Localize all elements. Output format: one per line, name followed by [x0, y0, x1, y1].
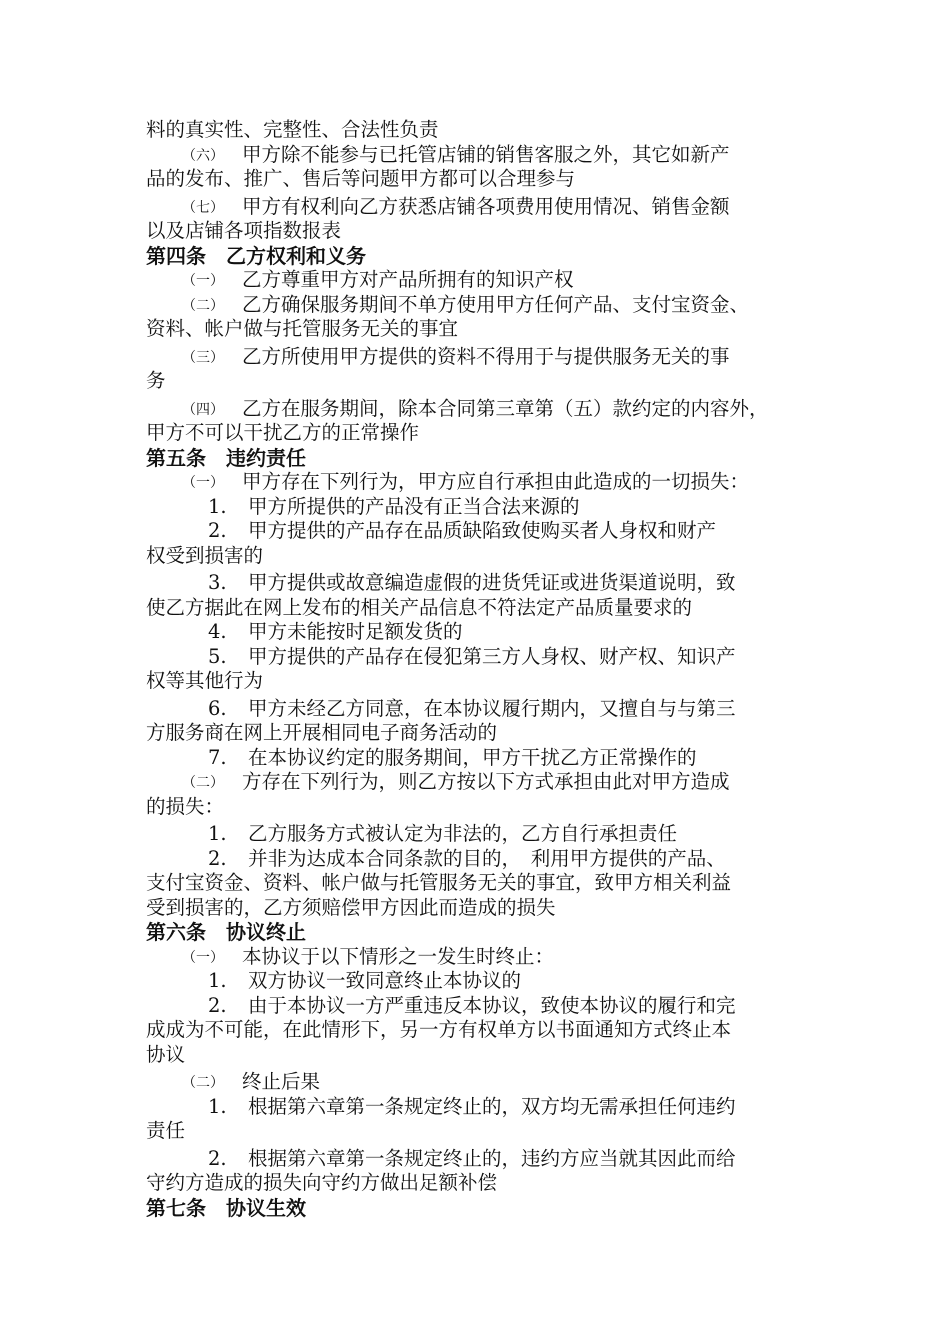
paragraph-line — [146, 1147, 812, 1172]
paragraph-line — [146, 1171, 812, 1196]
line-text: 责任 — [146, 1119, 186, 1142]
item-number: 6. — [208, 696, 227, 720]
line-text: 第五条 违约责任 — [146, 445, 306, 470]
line-text: 乙方在服务期间，除本合同第三章第（五）款约定的内容外， — [242, 396, 769, 420]
line-text: 方服务商在网上开展相同电子商务活动的 — [146, 721, 498, 744]
line-text: 甲方所提供的产品没有正当合法来源的 — [248, 494, 580, 518]
paragraph-line — [146, 571, 812, 596]
clause-number: （一） — [182, 475, 224, 491]
clause-number: （七） — [182, 199, 224, 216]
line-text: 支付宝资金、资料、帐户做与托管服务无关的事宜，致甲方相关利益 — [146, 871, 732, 894]
paragraph-line — [146, 822, 812, 847]
line-text: 甲方提供的产品存在侵犯第三方人身权、财产权、知识产 — [248, 644, 736, 668]
section-heading — [146, 244, 812, 269]
item-number: 2. — [208, 1146, 227, 1170]
line-text: 第六条 协议终止 — [146, 920, 306, 944]
paragraph-line — [146, 143, 812, 168]
paragraph-line — [146, 118, 812, 143]
line-text: 甲方未能按时足额发货的 — [248, 620, 463, 643]
paragraph-line — [146, 721, 812, 746]
section-heading — [146, 1196, 812, 1221]
clause-number: （二） — [182, 297, 224, 314]
line-text: 甲方未经乙方同意，在本协议履行期内，又擅自与与第三 — [248, 696, 736, 720]
line-text: 终止后果 — [242, 1070, 321, 1093]
paragraph-line — [146, 369, 812, 394]
paragraph-line — [146, 495, 812, 520]
item-number: 2. — [208, 519, 227, 542]
paragraph-line — [146, 770, 812, 795]
clause-number: （六） — [182, 147, 224, 164]
paragraph-line — [146, 969, 812, 994]
line-text: 品的发布、推广、售后等问题甲方都可以合理参与 — [146, 167, 576, 190]
clause-number: （三） — [182, 349, 224, 366]
line-text: 乙方服务方式被认定为非法的，乙方自行承担责任 — [248, 822, 678, 845]
line-text: 务 — [146, 369, 166, 392]
clause-number: （二） — [182, 775, 224, 791]
paragraph-line — [146, 195, 812, 220]
line-text: 使乙方据此在网上发布的相关产品信息不符法定产品质量要求的 — [146, 595, 693, 619]
line-text: 根据第六章第一条规定终止的，双方均无需承担任何违约 — [248, 1094, 736, 1118]
paragraph-line — [146, 871, 812, 896]
paragraph-line — [146, 896, 812, 921]
paragraph-line — [146, 1119, 812, 1144]
paragraph-line — [146, 746, 812, 771]
paragraph-line — [146, 345, 812, 370]
item-number: 1. — [208, 1094, 227, 1118]
item-number: 1. — [208, 969, 227, 992]
paragraph-line — [146, 596, 812, 621]
line-text: 权等其他行为 — [146, 669, 264, 692]
section-heading — [146, 920, 812, 945]
line-text: 甲方提供的产品存在品质缺陷致使购买者人身权和财产 — [248, 519, 717, 542]
paragraph-line — [146, 519, 812, 544]
paragraph-line — [146, 620, 812, 645]
paragraph-line — [146, 219, 812, 244]
paragraph-line — [146, 470, 812, 495]
line-text: 甲方存在下列行为，甲方应自行承担由此造成的一切损失： — [242, 470, 750, 493]
paragraph-line — [146, 1043, 812, 1068]
line-text: 甲方除不能参与已托管店铺的销售客服之外，其它如新产 — [242, 142, 730, 166]
line-text: 甲方有权利向乙方获悉店铺各项费用使用情况、销售金额 — [242, 194, 730, 218]
line-text: 权受到损害的 — [146, 543, 264, 567]
paragraph-line — [146, 397, 812, 422]
item-number: 5. — [208, 644, 227, 668]
paragraph-line — [146, 847, 812, 872]
item-number: 7. — [208, 745, 227, 769]
paragraph-line — [146, 697, 812, 722]
line-text: 料的真实性、完整性、合法性负责 — [146, 118, 439, 141]
clause-number: （二） — [182, 1075, 224, 1091]
paragraph-line — [146, 1070, 812, 1095]
item-number: 3. — [208, 571, 227, 594]
line-text: 第四条 乙方权利和义务 — [146, 243, 366, 268]
line-text: 协议 — [146, 1042, 186, 1066]
paragraph-line — [146, 268, 812, 293]
line-text: 乙方所使用甲方提供的资料不得用于与提供服务无关的事 — [242, 344, 730, 368]
paragraph-line — [146, 795, 812, 820]
line-text: 本协议于以下情形之一发生时终止： — [242, 944, 555, 968]
paragraph-line — [146, 317, 812, 342]
paragraph-line — [146, 421, 812, 446]
line-text: 由于本协议一方严重违反本协议，致使本协议的履行和完 — [248, 993, 736, 1017]
line-text: 受到损害的，乙方须赔偿甲方因此而造成的损失 — [146, 895, 556, 919]
item-number: 1. — [208, 822, 227, 845]
item-number: 1. — [208, 494, 227, 518]
paragraph-line — [146, 669, 812, 694]
section-heading — [146, 446, 812, 471]
line-text: 甲方不可以干扰乙方的正常操作 — [146, 421, 420, 444]
line-text: 在本协议约定的服务期间，甲方干扰乙方正常操作的 — [248, 745, 697, 769]
line-text: 双方协议一致同意终止本协议的 — [248, 969, 522, 992]
line-text: 资料、帐户做与托管服务无关的事宜 — [146, 317, 459, 340]
paragraph-line — [146, 167, 812, 192]
line-text: 第七条 协议生效 — [146, 1195, 306, 1220]
item-number: 2. — [208, 993, 227, 1017]
paragraph-line — [146, 994, 812, 1019]
paragraph-line — [146, 1018, 812, 1043]
line-text: 甲方提供或故意编造虚假的进货凭证或进货渠道说明，致 — [248, 571, 736, 594]
clause-number: （一） — [182, 949, 224, 966]
line-text: 方存在下列行为，则乙方按以下方式承担由此对甲方造成 — [242, 770, 730, 793]
clause-number: （四） — [182, 401, 224, 418]
line-text: 根据第六章第一条规定终止的，违约方应当就其因此而给 — [248, 1146, 736, 1170]
paragraph-line — [146, 945, 812, 970]
item-number: 2. — [208, 846, 227, 870]
clause-number: （一） — [182, 273, 224, 289]
paragraph-line — [146, 645, 812, 670]
line-text: 以及店铺各项指数报表 — [146, 219, 342, 242]
line-text: 的损失： — [146, 794, 225, 818]
item-number: 4. — [208, 620, 227, 643]
line-text: 成成为不可能，在此情形下，另一方有权单方以书面通知方式终止本 — [146, 1018, 732, 1041]
line-text: 乙方尊重甲方对产品所拥有的知识产权 — [242, 268, 574, 291]
paragraph-line — [146, 544, 812, 569]
paragraph-line — [146, 1095, 812, 1120]
paragraph-line — [146, 293, 812, 318]
document-body — [146, 118, 812, 1220]
line-text: 并非为达成本合同条款的目的， 利用甲方提供的产品、 — [248, 846, 726, 870]
line-text: 守约方造成的损失向守约方做出足额补偿 — [146, 1171, 498, 1194]
line-text: 乙方确保服务期间不单方使用甲方任何产品、支付宝资金、 — [242, 292, 750, 316]
